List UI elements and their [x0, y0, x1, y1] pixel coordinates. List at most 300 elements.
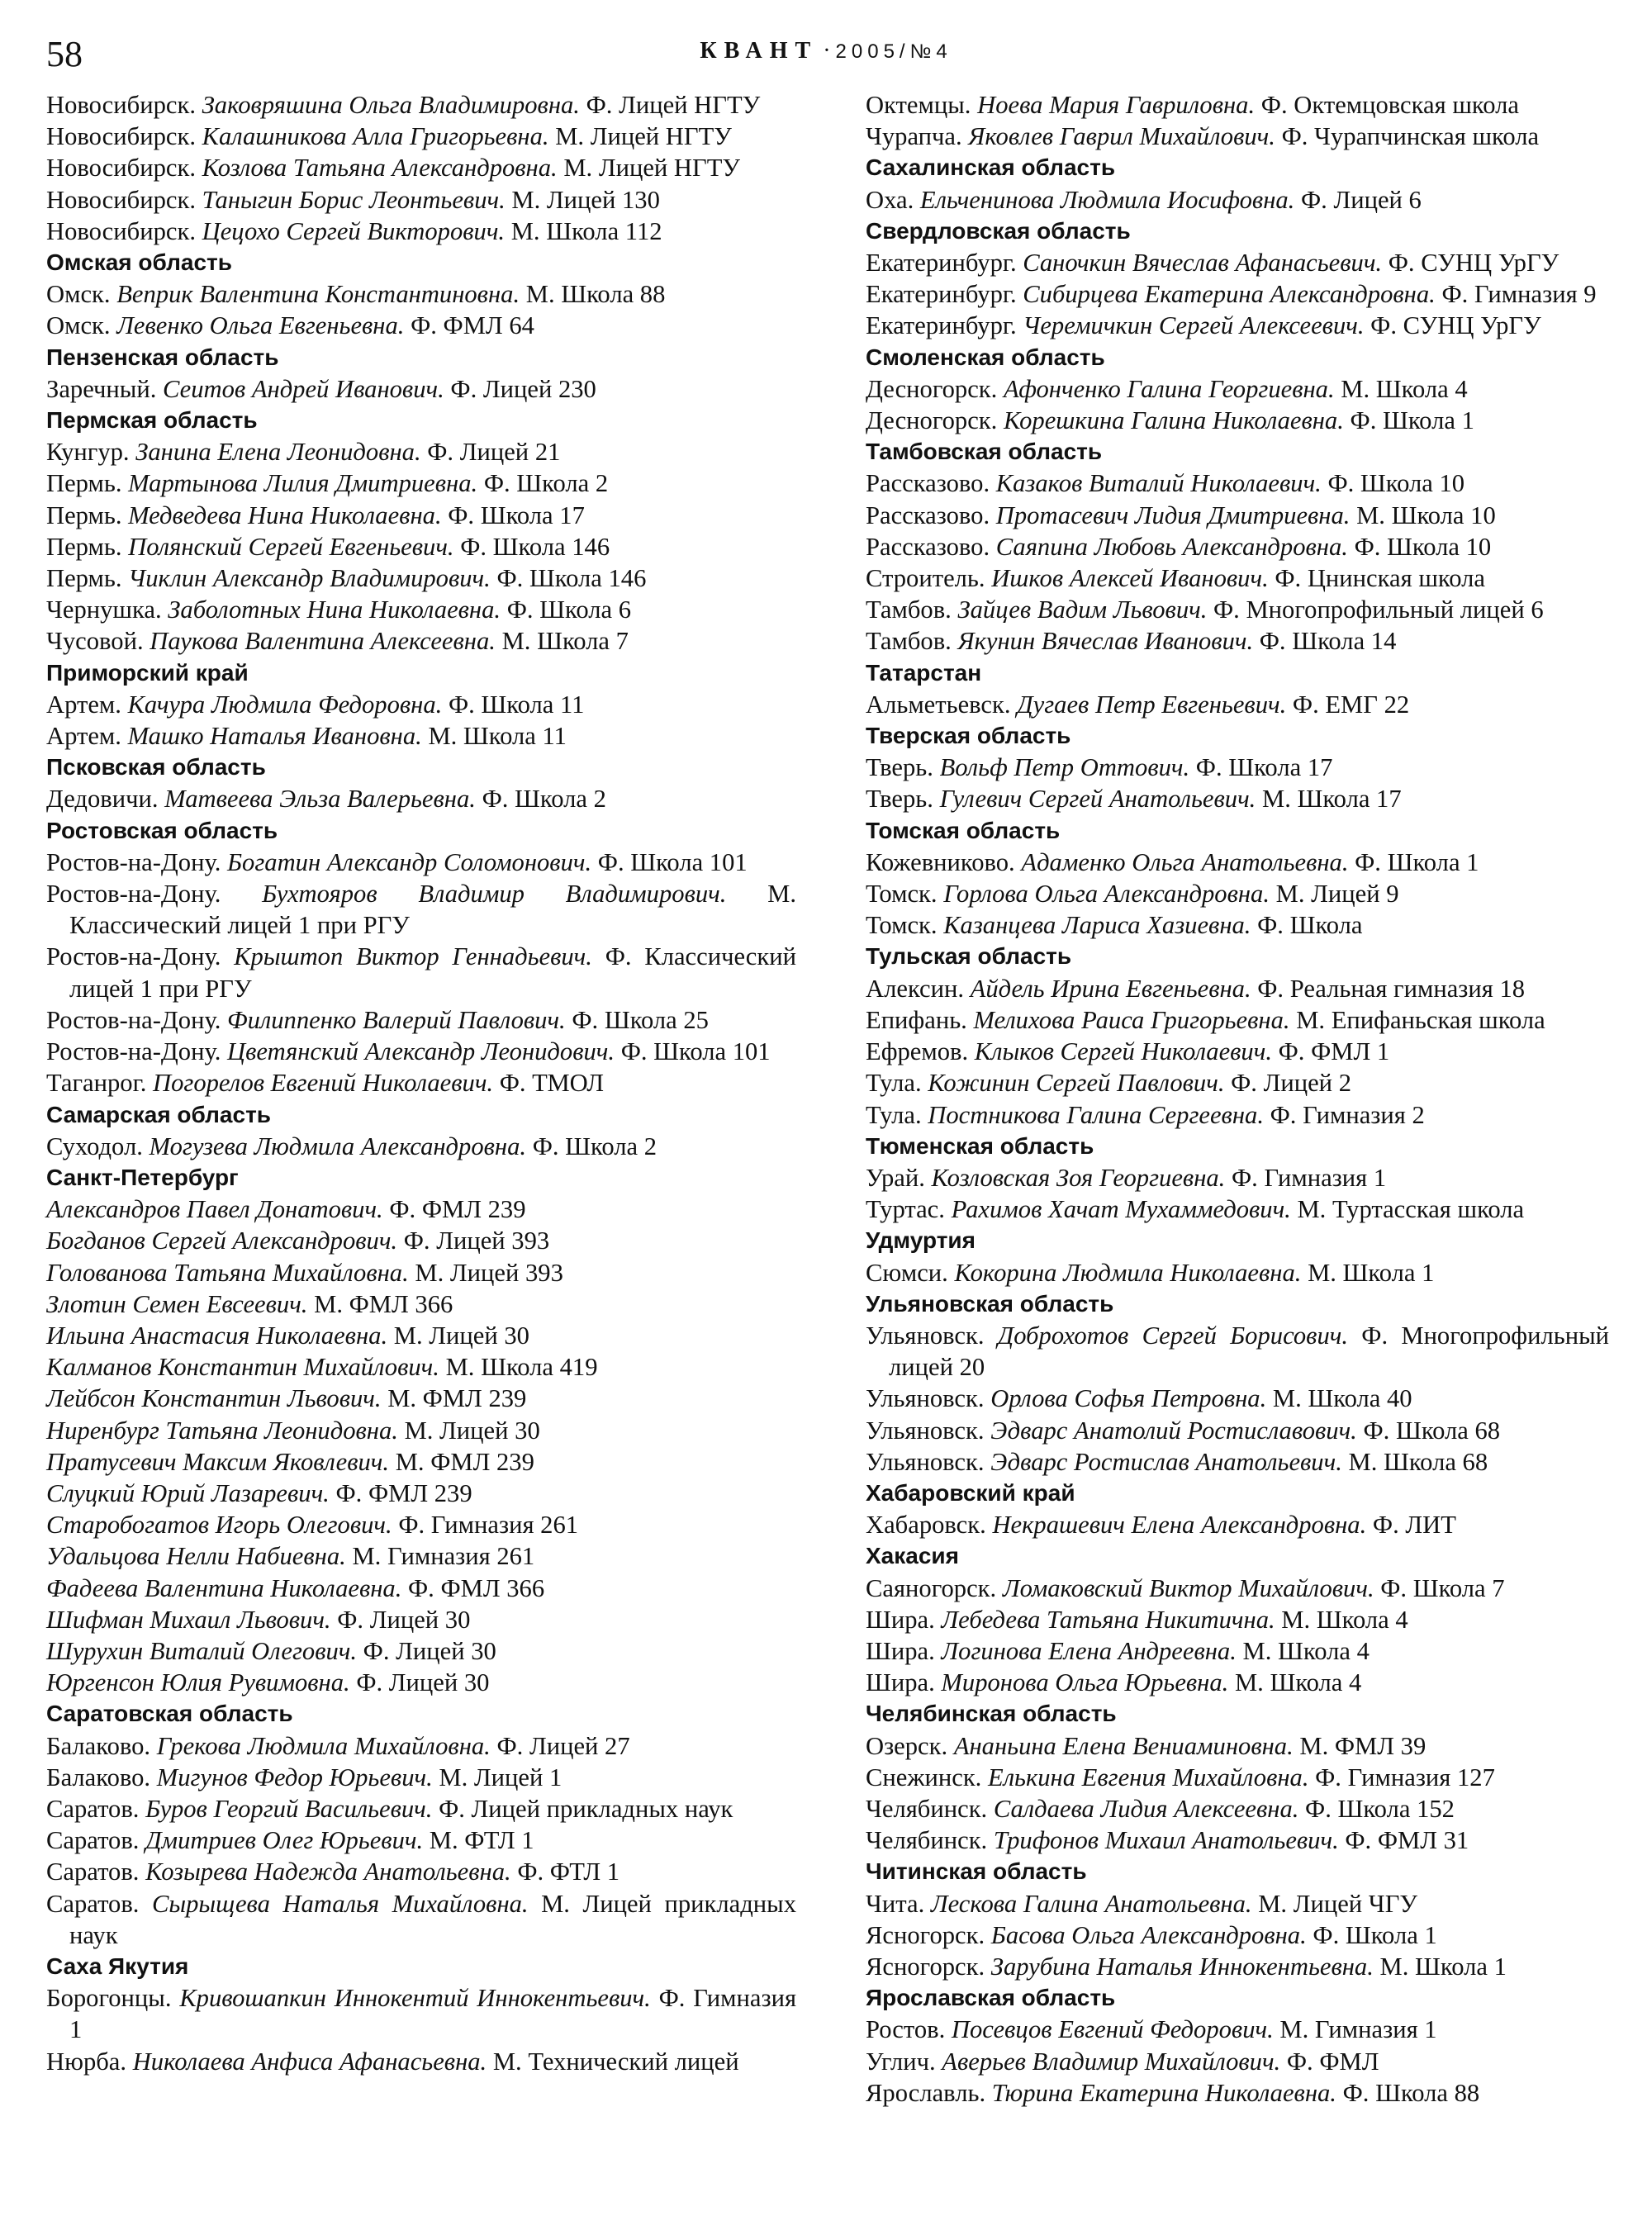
list-item — [866, 1730, 1609, 1762]
entry-name: Чиклин Александр Владимирович. — [128, 564, 491, 593]
entry-name: Удальцова Нелли Набиевна. — [46, 1542, 346, 1571]
entry-city: Саратов. — [46, 1858, 140, 1886]
entry-city: Кожевниково. — [866, 847, 1015, 876]
entry-school: Ф. Школа 146 — [496, 564, 647, 593]
list-item — [866, 973, 1609, 1004]
entry-school: Ф. Цнинская школа — [1275, 564, 1485, 593]
region-heading: Хакасия — [866, 1543, 959, 1569]
region-heading: Сахалинская область — [866, 154, 1116, 181]
entry-name: Старобогатов Игорь Олегович. — [46, 1511, 392, 1540]
entry-school: Ф. Школа 101 — [597, 847, 748, 876]
entry-name: Филиппенко Валерий Павлович. — [227, 1005, 566, 1034]
list-item — [46, 941, 796, 1004]
entry-school: М. ФТЛ 1 — [429, 1826, 534, 1855]
entry-city: Озерск. — [866, 1731, 948, 1760]
entry-name: Могузева Людмила Александровна. — [149, 1132, 527, 1160]
entry-school: М. Гимназия 261 — [352, 1542, 535, 1571]
entry-school: М. Школа 4 — [1242, 1636, 1370, 1665]
list-item — [866, 121, 1609, 152]
entry-city: Челябинск. — [866, 1794, 988, 1823]
region-heading: Ростовская область — [46, 817, 278, 843]
list-item — [46, 783, 796, 814]
entry-city: Ростов-на-Дону. — [46, 847, 221, 876]
entry-school: Ф. Гимназия 1 — [69, 1984, 797, 2044]
entry-city: Кунгур. — [46, 438, 130, 467]
entry-school: М. Школа 11 — [428, 722, 567, 751]
entry-school: М. Школа 10 — [1356, 501, 1496, 529]
entry-name: Ноева Мария Гавриловна. — [977, 91, 1256, 119]
entry-name: Гулевич Сергей Анатольевич. — [939, 785, 1256, 814]
entry-city: Десногорск. — [866, 374, 998, 403]
entry-name: Качура Людмила Федоровна. — [127, 690, 443, 719]
entry-name: Лейбсон Константин Львович. — [46, 1384, 382, 1413]
list-item — [866, 1004, 1609, 1036]
list-item — [866, 1193, 1609, 1225]
entry-city: Строитель. — [866, 564, 985, 593]
entry-name: Аверьев Владимир Михайлович. — [942, 2047, 1281, 2076]
entry-city: Чусовой. — [46, 627, 144, 656]
list-item — [46, 1888, 796, 1951]
entry-school: М. Лицей НГТУ — [555, 122, 732, 151]
list-item — [866, 1509, 1609, 1540]
list-item — [866, 2014, 1609, 2045]
list-item — [866, 1257, 1609, 1288]
entry-city: Пермь. — [46, 501, 122, 529]
entry-school: М. ФМЛ 239 — [387, 1384, 527, 1413]
list-item — [866, 1036, 1609, 1067]
list-item — [46, 152, 796, 183]
list-item — [866, 1635, 1609, 1667]
list-item — [46, 1793, 796, 1825]
left-column — [46, 89, 796, 2077]
region-heading: Свердловская область — [866, 217, 1131, 244]
list-item — [46, 1067, 796, 1099]
entry-name: Ельченинова Людмила Иосифовна. — [919, 185, 1295, 214]
list-item — [866, 89, 1609, 121]
entry-city: Ростов. — [866, 2015, 946, 2044]
entry-city: Таганрог. — [46, 1069, 147, 1098]
entry-city: Омск. — [46, 311, 111, 340]
list-item — [866, 783, 1609, 814]
list-item — [46, 1478, 796, 1509]
entry-school: Ф. Лицей НГТУ — [586, 91, 761, 119]
list-item — [46, 1383, 796, 1414]
entry-name: Цецохо Сергей Викторович. — [202, 216, 506, 245]
list-item — [46, 1509, 796, 1540]
entry-school: М. Школа 419 — [445, 1353, 598, 1382]
region-heading: Томская область — [866, 817, 1061, 843]
entry-city: Ростов-на-Дону. — [46, 942, 221, 971]
entry-name: Посевцов Евгений Федорович. — [951, 2015, 1274, 2044]
entry-name: Некрашевич Елена Александровна. — [992, 1511, 1367, 1540]
entry-school: Ф. Реальная гимназия 18 — [1257, 974, 1526, 1003]
region-heading: Удмуртия — [866, 1227, 976, 1254]
entry-school: Ф. Школа 2 — [483, 469, 609, 498]
list-item — [46, 1320, 796, 1351]
entry-school: Ф. Гимназия 9 — [1441, 280, 1597, 309]
entry-city: Ростов-на-Дону. — [46, 1005, 221, 1034]
entry-name: Логинова Елена Андреевна. — [941, 1636, 1237, 1665]
entry-name: Пратусевич Максим Яковлевич. — [46, 1447, 390, 1476]
entry-city: Ясногорск. — [866, 1920, 985, 1949]
entry-city: Томск. — [866, 880, 938, 909]
entry-name: Саночкин Вячеслав Афанасьевич. — [1023, 249, 1383, 278]
entry-city: Заречный. — [46, 374, 157, 403]
entry-school: Ф. Школа 17 — [448, 501, 585, 529]
entry-name: Ишков Алексей Иванович. — [991, 564, 1269, 593]
entry-city: Пермь. — [46, 564, 122, 593]
entry-school: Ф. Гимназия 127 — [1315, 1763, 1495, 1791]
entry-name: Яковлев Гаврил Михайлович. — [968, 122, 1275, 151]
entry-name: Дмитриев Олег Юрьевич. — [145, 1826, 424, 1855]
list-item — [866, 562, 1609, 594]
entry-city: Альметьевск. — [866, 690, 1011, 719]
region-heading: Приморский край — [46, 659, 249, 686]
entry-name: Мигунов Федор Юрьевич. — [156, 1763, 433, 1791]
entry-city: Екатеринбург. — [866, 249, 1017, 278]
entry-name: Лебедева Татьяна Никитична. — [941, 1605, 1275, 1634]
entry-school: М. Лицей 30 — [393, 1321, 529, 1350]
entry-school: Ф. Школа 25 — [572, 1005, 709, 1034]
entry-name: Айдель Ирина Евгеньевна. — [970, 974, 1251, 1003]
entry-school: М. Гимназия 1 — [1279, 2015, 1437, 2044]
list-item — [46, 500, 796, 531]
entry-school: Ф. Школа 146 — [460, 532, 610, 561]
entry-name: Доброхотов Сергей Борисович. — [997, 1321, 1349, 1350]
list-item — [866, 1446, 1609, 1478]
entry-name: Афонченко Галина Георгиевна. — [1003, 374, 1335, 403]
entry-name: Лескова Галина Анатольевна. — [930, 1889, 1252, 1918]
entry-city: Новосибирск. — [46, 91, 196, 119]
entry-school: М. Школа 4 — [1341, 374, 1468, 403]
entry-school: М. Школа 7 — [501, 627, 629, 656]
list-item — [46, 1730, 796, 1762]
entry-city: Тверь. — [866, 785, 933, 814]
entry-name: Протасевич Лидия Дмитриевна. — [995, 501, 1351, 529]
entry-school: М. Лицей 9 — [1275, 880, 1399, 909]
entry-city: Ульяновск. — [866, 1416, 985, 1445]
entry-school: М. ФМЛ 39 — [1299, 1731, 1427, 1760]
entry-city: Ростов-на-Дону. — [46, 880, 221, 909]
entry-city: Тула. — [866, 1100, 922, 1129]
entry-school: Ф. Школа 1 — [1355, 847, 1479, 876]
list-item — [46, 531, 796, 562]
list-item — [46, 310, 796, 341]
list-item — [46, 1762, 796, 1793]
entry-school: Ф. ФМЛ 239 — [389, 1195, 526, 1224]
list-item — [46, 1288, 796, 1320]
entry-name: Козырева Надежда Анатольевна. — [145, 1858, 511, 1886]
list-item — [46, 184, 796, 216]
entry-name: Шурухин Виталий Олегович. — [46, 1636, 358, 1665]
entry-city: Ростов-на-Дону. — [46, 1037, 221, 1066]
entry-school: М. ФМЛ 366 — [314, 1289, 453, 1318]
entry-school: Ф. Лицей 230 — [450, 374, 596, 403]
list-item — [866, 594, 1609, 625]
entry-city: Десногорск. — [866, 406, 998, 435]
entry-city: Томск. — [866, 911, 938, 940]
list-item — [866, 1825, 1609, 1856]
list-item — [866, 1383, 1609, 1414]
list-item — [866, 909, 1609, 941]
list-item — [866, 373, 1609, 405]
entry-school: Ф. Школа 11 — [448, 690, 585, 719]
entry-school: М. Технический лицей — [492, 2047, 739, 2076]
entry-city: Саратов. — [46, 1826, 140, 1855]
entry-name: Постникова Галина Сергеевна. — [928, 1100, 1264, 1129]
list-item — [46, 625, 796, 657]
list-item — [46, 1415, 796, 1446]
entry-city: Хабаровск. — [866, 1511, 986, 1540]
list-item — [866, 878, 1609, 909]
list-item — [866, 1320, 1609, 1383]
entry-city: Саяногорск. — [866, 1573, 997, 1602]
entry-city: Тверь. — [866, 753, 933, 782]
list-item — [866, 467, 1609, 499]
entry-name: Салдаева Лидия Алексеевна. — [993, 1794, 1299, 1823]
entry-name: Погорелов Евгений Николаевич. — [153, 1069, 494, 1098]
list-item — [866, 1162, 1609, 1193]
entry-name: Богатин Александр Соломонович. — [227, 847, 592, 876]
entry-name: Таныгин Борис Леонтьевич. — [202, 185, 506, 214]
entry-name: Казанцева Лариса Хазиевна. — [943, 911, 1251, 940]
entry-school: М. Лицей 30 — [404, 1416, 540, 1445]
list-item — [46, 216, 796, 247]
entry-school: Ф. СУНЦ УрГУ — [1388, 249, 1559, 278]
entry-name: Дугаев Петр Евгеньевич. — [1017, 690, 1287, 719]
list-item — [46, 373, 796, 405]
entry-name: Буров Георгий Васильевич. — [145, 1794, 433, 1823]
list-item — [46, 1982, 796, 2045]
entry-name: Елькина Евгения Михайловна. — [988, 1763, 1309, 1791]
entry-name: Матвеева Эльза Валерьевна. — [164, 785, 476, 814]
list-item — [46, 878, 796, 941]
list-item — [46, 1131, 796, 1162]
entry-school: М. Епифаньская школа — [1296, 1005, 1545, 1034]
list-item — [866, 1951, 1609, 1982]
list-item — [46, 1036, 796, 1067]
list-item — [46, 562, 796, 594]
entry-name: Медведева Нина Николаевна. — [128, 501, 442, 529]
entry-name: Саяпина Любовь Александровна. — [995, 532, 1348, 561]
list-item — [866, 2077, 1609, 2109]
entry-city: Ульяновск. — [866, 1447, 985, 1476]
entry-city: Пермь. — [46, 532, 122, 561]
list-item — [46, 121, 796, 152]
entry-name: Ананьина Елена Вениаминовна. — [953, 1731, 1294, 1760]
entry-school: М. Лицей 393 — [415, 1258, 563, 1287]
region-heading: Пензенская область — [46, 344, 279, 370]
entry-school: Ф. ТМОЛ — [499, 1069, 604, 1098]
entry-school: М. Лицей 1 — [439, 1763, 563, 1791]
entry-city: Рассказово. — [866, 532, 990, 561]
entry-school: М. Школа 112 — [510, 216, 662, 245]
entry-city: Новосибирск. — [46, 216, 196, 245]
entry-name: Казаков Виталий Николаевич. — [995, 469, 1322, 498]
entry-name: Левенко Ольга Евгеньевна. — [116, 311, 405, 340]
entry-name: Ниренбург Татьяна Леонидовна. — [46, 1416, 398, 1445]
entry-name: Рахимов Хачат Мухаммедович. — [951, 1195, 1291, 1224]
list-item — [866, 1762, 1609, 1793]
entry-school: Ф. Школа 2 — [532, 1132, 657, 1160]
entry-school: М. Школа 40 — [1272, 1384, 1412, 1413]
entry-city: Новосибирск. — [46, 185, 196, 214]
entry-name: Зарубина Наталья Иннокентьевна. — [990, 1952, 1374, 1981]
list-item — [866, 1067, 1609, 1099]
list-item — [866, 1793, 1609, 1825]
entry-name: Кривошапкин Иннокентий Иннокентьевич. — [179, 1984, 651, 2013]
entry-city: Тамбов. — [866, 596, 952, 624]
entry-school: Ф. Школа 2 — [482, 785, 606, 814]
entry-city: Тамбов. — [866, 627, 952, 656]
entry-school: Ф. Школа 17 — [1195, 753, 1333, 782]
entry-name: Черемичкин Сергей Алексеевич. — [1023, 311, 1365, 340]
entry-name: Крыштоп Виктор Геннадьевич. — [234, 942, 592, 971]
list-item — [46, 467, 796, 499]
entry-city: Новосибирск. — [46, 154, 196, 183]
entry-city: Ясногорск. — [866, 1952, 985, 1981]
entry-school: Ф. Школа 68 — [1363, 1416, 1501, 1445]
entry-city: Октемцы. — [866, 91, 971, 119]
entry-name: Сеитов Андрей Иванович. — [163, 374, 444, 403]
entry-school: Ф. Школа — [1257, 911, 1363, 940]
entry-name: Николаева Анфиса Афанасьевна. — [132, 2047, 487, 2076]
entry-name: Цветянский Александр Леонидович. — [227, 1037, 615, 1066]
entry-name: Кожинин Сергей Павлович. — [928, 1069, 1225, 1098]
entry-city: Новосибирск. — [46, 122, 196, 151]
magazine-title: КВАНТ — [700, 38, 819, 64]
entry-school: М. Туртасская школа — [1297, 1195, 1525, 1224]
entry-name: Трифонов Михаил Анатольевич. — [993, 1826, 1339, 1855]
entry-school: М. Лицей 130 — [511, 185, 660, 214]
issue-label: 2005/№4 — [835, 40, 952, 63]
entry-school: Ф. Гимназия 2 — [1270, 1100, 1425, 1129]
entry-city: Шира. — [866, 1668, 935, 1697]
page-number: 58 — [46, 34, 83, 74]
entry-name: Козлова Татьяна Александровна. — [202, 154, 558, 183]
entry-name: Грекова Людмила Михайловна. — [156, 1731, 491, 1760]
list-item — [866, 847, 1609, 878]
entry-name: Мелихова Раиса Григорьевна. — [973, 1005, 1290, 1034]
entry-school: Ф. ФМЛ — [1286, 2047, 1379, 2076]
region-heading: Тюменская область — [866, 1132, 1094, 1159]
entry-city: Рассказово. — [866, 501, 990, 529]
list-item — [866, 405, 1609, 436]
entry-name: Миронова Ольга Юрьевна. — [941, 1668, 1229, 1697]
region-heading: Саратовская область — [46, 1701, 293, 1727]
entry-name: Эдварс Анатолий Ростиславович. — [990, 1416, 1357, 1445]
entry-city: Туртас. — [866, 1195, 945, 1224]
entry-school: Ф. Гимназия 261 — [398, 1511, 579, 1540]
list-item — [866, 310, 1609, 341]
entry-school: Ф. ЛИТ — [1372, 1511, 1456, 1540]
entry-city: Суходол. — [46, 1132, 143, 1160]
region-heading: Ярославская область — [866, 1985, 1116, 2011]
list-item — [46, 1225, 796, 1256]
entry-school: Ф. Лицей 393 — [403, 1227, 550, 1255]
entry-city: Екатеринбург. — [866, 280, 1017, 309]
entry-city: Чита. — [866, 1889, 925, 1918]
region-heading: Омская область — [46, 249, 232, 276]
entry-name: Калашникова Алла Григорьевна. — [202, 122, 549, 151]
entry-school: М. Лицей прикладных наук — [69, 1889, 796, 1949]
list-item — [46, 1257, 796, 1288]
entry-name: Ильина Анастасия Николаевна. — [46, 1321, 388, 1350]
right-column — [866, 89, 1609, 2109]
region-heading: Псковская область — [46, 754, 266, 781]
entry-school: Ф. ФМЛ 239 — [335, 1478, 472, 1507]
entry-city: Саратов. — [46, 1889, 140, 1918]
list-item — [866, 625, 1609, 657]
entry-school: Ф. Школа 10 — [1354, 532, 1492, 561]
region-heading: Татарстан — [866, 659, 982, 686]
list-item — [866, 184, 1609, 216]
entry-city: Рассказово. — [866, 469, 990, 498]
entry-school: Ф. ФМЛ 31 — [1345, 1826, 1469, 1855]
entry-school: Ф. Школа 1 — [1313, 1920, 1437, 1949]
list-item — [46, 89, 796, 121]
list-item — [866, 1667, 1609, 1698]
region-heading: Пермская область — [46, 407, 258, 434]
list-item — [866, 1099, 1609, 1131]
list-item — [866, 689, 1609, 720]
entry-school: Ф. ФМЛ 366 — [408, 1573, 545, 1602]
entry-name: Калманов Константин Михайлович. — [46, 1353, 439, 1382]
entry-name: Веприк Валентина Константиновна. — [116, 280, 520, 309]
entry-school: Ф. Чурапчинская школа — [1281, 122, 1540, 151]
entry-school: М. ФМЛ 239 — [395, 1447, 534, 1476]
list-item — [46, 278, 796, 310]
entry-school: М. Школа 4 — [1281, 1605, 1408, 1634]
entry-name: Вольф Петр Оттович. — [939, 753, 1190, 782]
entry-name: Паукова Валентина Алексеевна. — [150, 627, 496, 656]
entry-school: Ф. Лицей 2 — [1231, 1069, 1351, 1098]
entry-city: Ульяновск. — [866, 1384, 985, 1413]
entry-name: Слуцкий Юрий Лазаревич. — [46, 1478, 330, 1507]
entry-school: М. Школа 4 — [1234, 1668, 1362, 1697]
entry-city: Оха. — [866, 185, 914, 214]
entry-city: Балаково. — [46, 1763, 151, 1791]
entry-name: Сырыщева Наталья Михайловна. — [151, 1889, 529, 1918]
entry-school: М. Школа 88 — [525, 280, 666, 309]
entry-city: Чурапча. — [866, 122, 962, 151]
entry-city: Епифань. — [866, 1005, 967, 1034]
entry-name: Заковряшина Ольга Владимировна. — [202, 91, 580, 119]
entry-school: Ф. Школа 101 — [620, 1037, 771, 1066]
entry-name: Шифман Михаил Львович. — [46, 1605, 331, 1634]
entry-school: Ф. Лицей 30 — [337, 1605, 471, 1634]
entry-school: М. Классический лицей 1 при РГУ — [69, 880, 797, 940]
entry-name: Корешкина Галина Николаевна. — [1003, 406, 1344, 435]
entry-city: Чернушка. — [46, 596, 162, 624]
list-item — [866, 2046, 1609, 2077]
region-heading: Читинская область — [866, 1858, 1087, 1885]
entry-city: Саратов. — [46, 1794, 140, 1823]
list-item — [866, 247, 1609, 278]
entry-city: Нюрба. — [46, 2047, 127, 2076]
entry-school: М. Лицей НГТУ — [563, 154, 741, 183]
region-heading: Саха Якутия — [46, 1953, 189, 1979]
entry-school: Ф. Школа 10 — [1327, 469, 1465, 498]
entry-school: Ф. Гимназия 1 — [1231, 1163, 1387, 1192]
running-head — [0, 36, 1652, 67]
list-item — [46, 1825, 796, 1856]
entry-city: Артем. — [46, 690, 121, 719]
entry-name: Богданов Сергей Александрович. — [46, 1227, 398, 1255]
entry-name: Козловская Зоя Георгиевна. — [931, 1163, 1226, 1192]
list-item — [866, 1415, 1609, 1446]
entry-name: Занина Елена Леонидовна. — [135, 438, 421, 467]
